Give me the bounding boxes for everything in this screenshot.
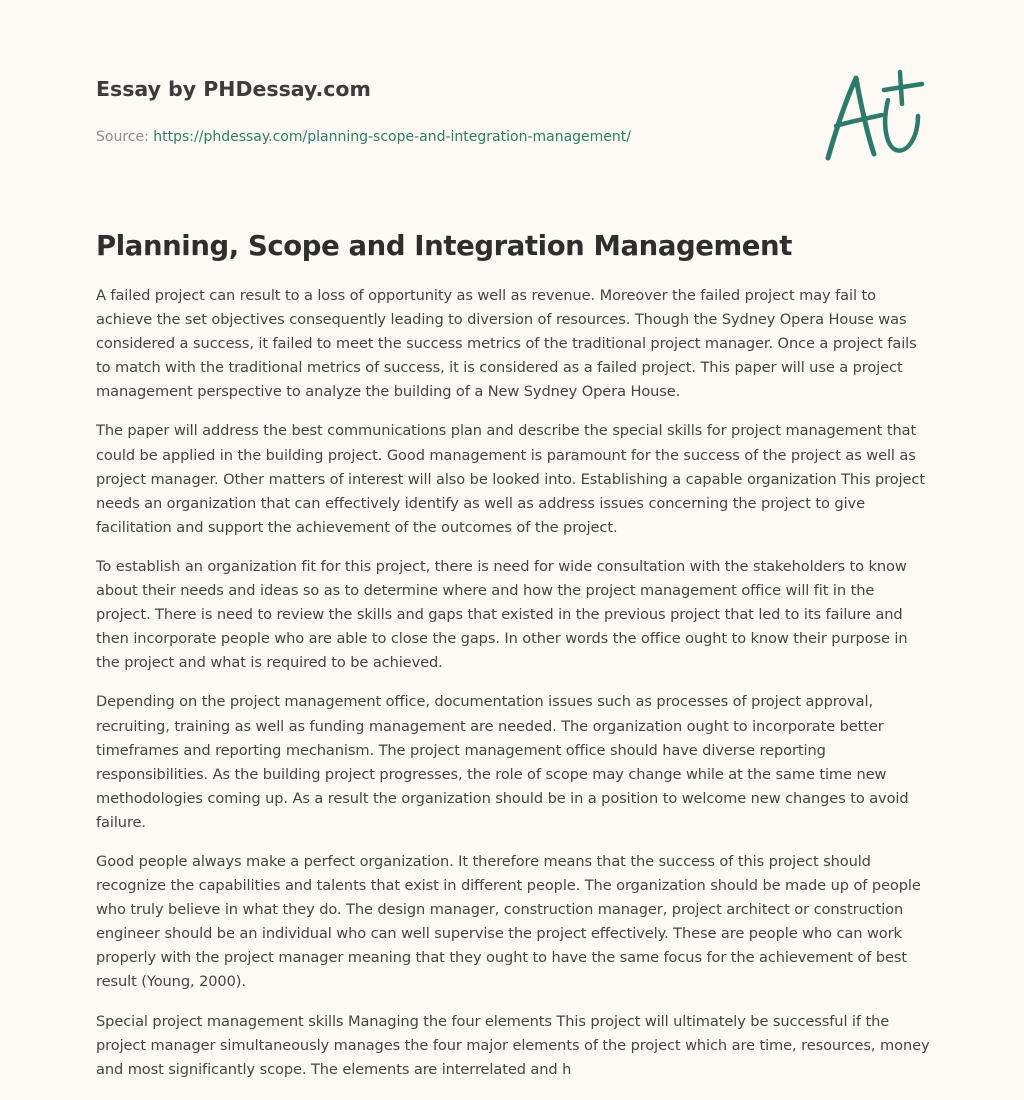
source-label: Source: [96, 129, 149, 145]
paragraph: Good people always make a perfect organization. It therefore means that the success of this project should recognize the capabilities and talents that exist in different people. The organization should be made up of people who truly believe in what they do. The design manager, construction manager, project architect or construction engineer should be an individual who can well supervise the project effectively. These are people who can work properly with the project manager meaning that they ought to have the same focus for the achievement of best result (Young, 2000). [96, 852, 921, 991]
paragraph: The paper will address the best communications plan and describe the special skills for project management that could be applied in the building project. Good management is paramount for the success of the project as well as project manager. Other matters of interest will also be looked into. Establishing a capable organization This project needs an organization that can effectively identify as well as address issues concerning the project to give facilitation and support the achievement of the outcomes of the project. [96, 422, 925, 536]
paragraph: Depending on the project management office, documentation issues such as processes of project approval, recruiting, training as well as funding management are needed. The organization ought to incorporate better timeframes and reporting mechanism. The project management office should have diverse reporting responsibilities. As the building project progresses, the role of scope may change while at the same time new methodologies coming up. As a result the organization should be in a position to welcome new changes to avoid failure. [96, 693, 909, 831]
paragraph: A failed project can result to a loss of opportunity as well as revenue. Moreover the failed project may fail to achieve the set objectives consequently leading to diversion of resources. Though the Sydney Opera House was considered a success, it failed to meet the success metrics of the traditional project manager. Once a project fails to match with the traditional metrics of success, it is considered as a failed project. This paper will use a project management perspective to analyze the building of a New Sydney Opera House. [96, 287, 917, 401]
paragraph: To establish an organization fit for this project, there is need for wide consultation with the stakeholders to know about their needs and ideas so as to determine where and how the project management office will fit in the project. There is need to review the skills and gaps that existed in the previous project that led to its failure and then incorporate people who are able to close the gaps. In other words the office ought to know their purpose in the project and what is required to be achieved. [96, 557, 908, 672]
a-plus-logo-icon [822, 68, 928, 164]
essay-body [96, 284, 932, 1097]
paragraph: Special project management skills Managing the four elements This project will ultimately be successful if the project manager simultaneously manages the four major elements of the project which are time, resources, money and most significantly scope. The elements are interrelated and h [96, 1012, 930, 1078]
page-header [96, 74, 796, 147]
brand-title: Essay by PHDessay.com [96, 77, 371, 101]
essay-title: Planning, Scope and Integration Management [96, 230, 792, 262]
source-line [96, 127, 796, 147]
source-link[interactable]: https://phdessay.com/planning-scope-and-integration-management/ [153, 129, 631, 145]
